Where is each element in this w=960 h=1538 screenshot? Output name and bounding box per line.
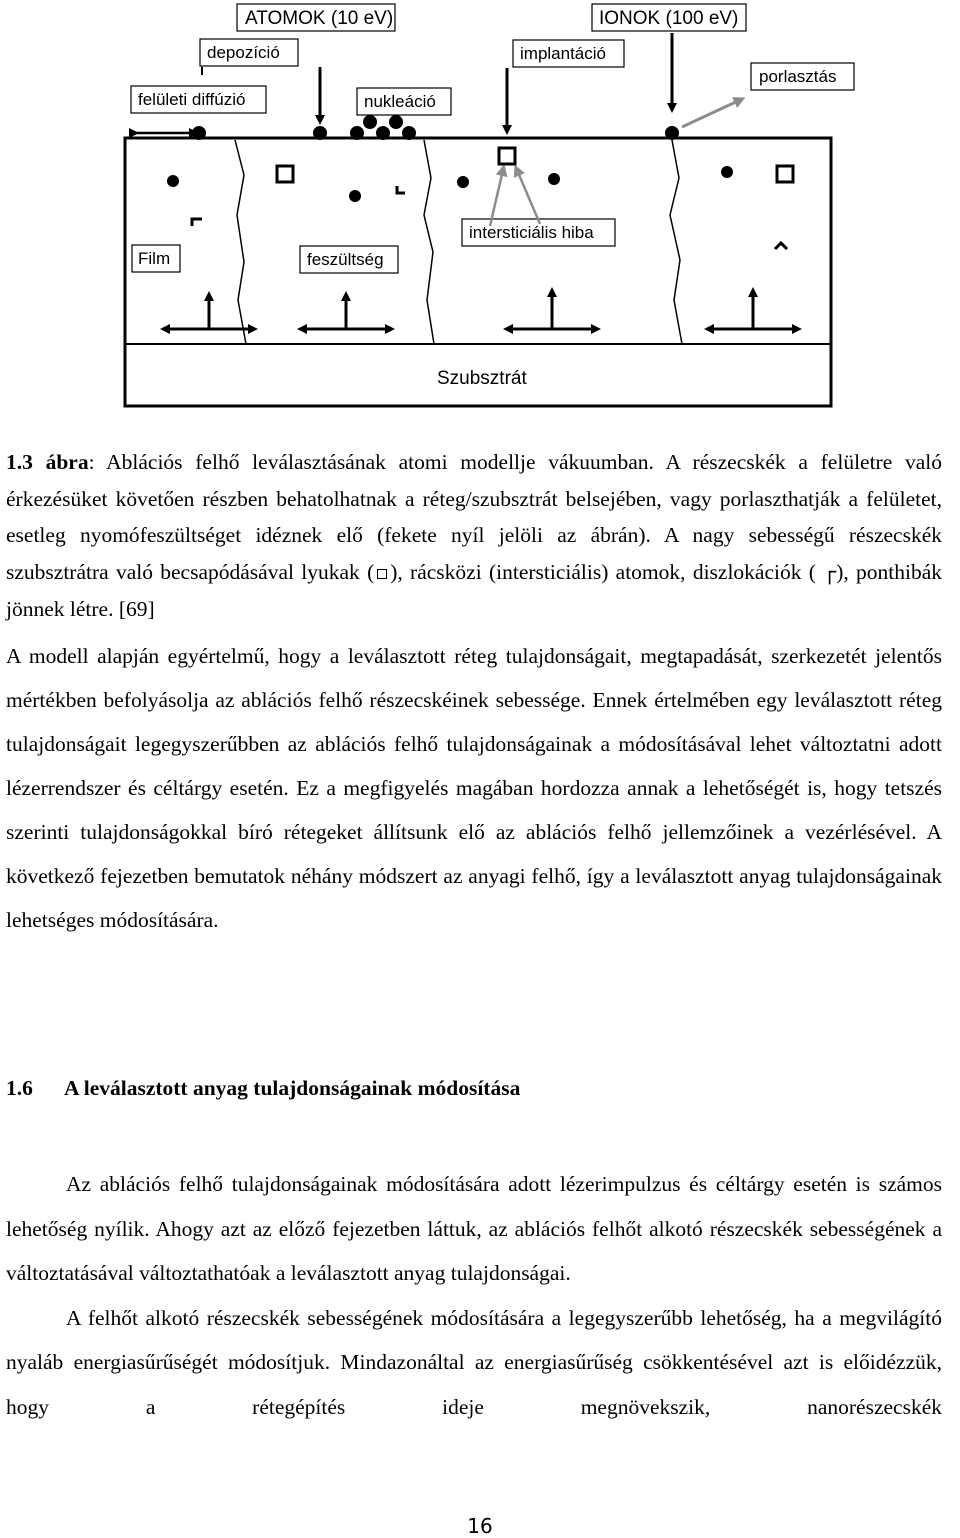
nucleus-atom bbox=[376, 126, 390, 140]
grain-boundary-3 bbox=[670, 140, 682, 344]
vacancy bbox=[777, 166, 793, 182]
label-stress bbox=[300, 246, 398, 273]
svg-text:felületi diffúzió: felületi diffúzió bbox=[138, 90, 246, 109]
figure-number: 1.3 ábra bbox=[6, 450, 89, 474]
vacancy bbox=[499, 148, 515, 164]
svg-text:Film: Film bbox=[138, 249, 171, 268]
stress-arrow-group bbox=[709, 292, 797, 330]
section-heading bbox=[6, 1076, 520, 1101]
nucleus-atom bbox=[389, 115, 403, 129]
page-number: 16 bbox=[467, 1514, 493, 1538]
label-deposition bbox=[200, 39, 298, 66]
surface-atom bbox=[313, 126, 327, 140]
section-title: A leválasztott anyag tulajdonságainak módosítása bbox=[64, 1076, 521, 1100]
label-ions bbox=[592, 4, 746, 31]
svg-text:ATOMOK (10 eV): ATOMOK (10 eV) bbox=[245, 8, 394, 29]
interstitial-arrow-2 bbox=[517, 170, 540, 224]
label-atoms bbox=[237, 4, 395, 31]
interstitial-atom bbox=[457, 176, 469, 188]
svg-text:nukleáció: nukleáció bbox=[364, 92, 436, 111]
svg-text:depozíció: depozíció bbox=[207, 43, 280, 62]
film-frame bbox=[125, 138, 831, 406]
nucleus-atom bbox=[363, 115, 377, 129]
section-number: 1.6 bbox=[6, 1076, 33, 1100]
grain-boundary-1 bbox=[235, 140, 246, 344]
surface-atom bbox=[665, 126, 679, 140]
caption-text-2: ), rácsközi (intersticiális) atomok, diszlokációk ( bbox=[390, 559, 824, 584]
section-body bbox=[6, 1162, 942, 1429]
vacancy-symbol-icon bbox=[377, 569, 387, 579]
vacancy bbox=[277, 166, 293, 182]
deposition-model-figure bbox=[0, 0, 960, 420]
interstitial-atom bbox=[349, 190, 361, 202]
caption-text-1: : Ablációs felhő leválasztásának atomi modellje vákuumban. A részecskék a felületre való érkezésüket követően részben behatolhatnak a réteg/szubsztrát belsejében, vagy porlaszthatják a felületet, esetleg nyomófeszültséget idéznek elő (fekete nyíl jelöli az ábrán). A nagy sebességű részecskék szubsztrátra való becsapódásával lyukak ( bbox=[6, 450, 943, 584]
dislocation-symbol bbox=[397, 186, 405, 193]
figure-svg bbox=[0, 0, 960, 420]
body-paragraph-2: Az ablációs felhő tulajdonságainak módosítására adott lézerimpulzus és céltárgy esetén is számos lehetőség nyílik. Ahogy azt az előző fejezetben láttuk, az ablációs felhőt alkotó részecskék sebességének a változtatásával változtathatóak a leválasztott anyag tulajdonságai. bbox=[6, 1172, 942, 1285]
body-paragraph-1 bbox=[6, 634, 942, 942]
stress-arrow-group bbox=[508, 292, 596, 330]
interstitial-atom bbox=[548, 173, 560, 185]
dislocation-symbol-icon: ┌ bbox=[823, 559, 837, 585]
label-sputtering bbox=[751, 63, 854, 90]
svg-text:porlasztás: porlasztás bbox=[759, 67, 837, 86]
diffusing-atom bbox=[192, 126, 206, 140]
label-substrate: Szubsztrát bbox=[437, 368, 527, 389]
svg-text:IONOK (100 eV): IONOK (100 eV) bbox=[599, 8, 739, 29]
figure-caption bbox=[6, 444, 942, 628]
interstitial-atom bbox=[721, 166, 733, 178]
svg-text:implantáció: implantáció bbox=[520, 44, 606, 63]
label-surface-diffusion bbox=[131, 86, 266, 113]
svg-text:feszültség: feszültség bbox=[307, 250, 384, 269]
interstitial-arrow-1 bbox=[490, 170, 503, 226]
dislocation-symbol bbox=[775, 243, 787, 249]
label-implantation bbox=[513, 40, 624, 67]
paragraph-text: A modell alapján egyértelmű, hogy a leválasztott réteg tulajdonságait, megtapadását, szerkezetét jelentős mértékben befolyásolja az ablációs felhő részecskéinek sebessége. Ennek értelmében egy leválasztott réteg tulajdonságait legegyszerűbben az ablációs felhő tulajdonságainak a módosításával lehet változtatni adott lézerrendszer és céltárgy esetén. Ez a megfigyelés magában hordozza annak a lehetőségét is, hogy tetszés szerinti tulajdonságokkal bíró rétegeket állítsunk elő az ablációs felhő jellemzőinek a vezérlésével. A következő fejezetben bemutatok néhány módszert az anyagi felhő, így a leválasztott anyag tulajdonságainak lehetséges módosítására. bbox=[6, 644, 942, 932]
nucleus-atom bbox=[350, 126, 364, 140]
svg-text:intersticiális hiba: intersticiális hiba bbox=[469, 223, 594, 242]
body-paragraph-3: A felhőt alkotó részecskék sebességének módosítására a legegyszerűbb lehetőség, ha a megvilágító nyaláb energiasűrűségét módosítjuk. Mindazonáltal az energiasűrűség csökkentésével azt is előidézzük, hogy a rétegépítés ideje megnövekszik, nanorészecskék bbox=[6, 1305, 942, 1419]
label-nucleation bbox=[357, 88, 451, 115]
label-film bbox=[132, 245, 180, 272]
interstitial-atom bbox=[167, 175, 179, 187]
grain-boundary-2 bbox=[424, 140, 434, 344]
caption-text-3: ), ponthibák jönnek létre. [69] bbox=[6, 559, 943, 621]
stress-arrow-group bbox=[302, 296, 390, 330]
nucleus-atom bbox=[402, 126, 416, 140]
dislocation-symbol bbox=[192, 219, 202, 226]
sputtering-arrow bbox=[682, 100, 740, 127]
